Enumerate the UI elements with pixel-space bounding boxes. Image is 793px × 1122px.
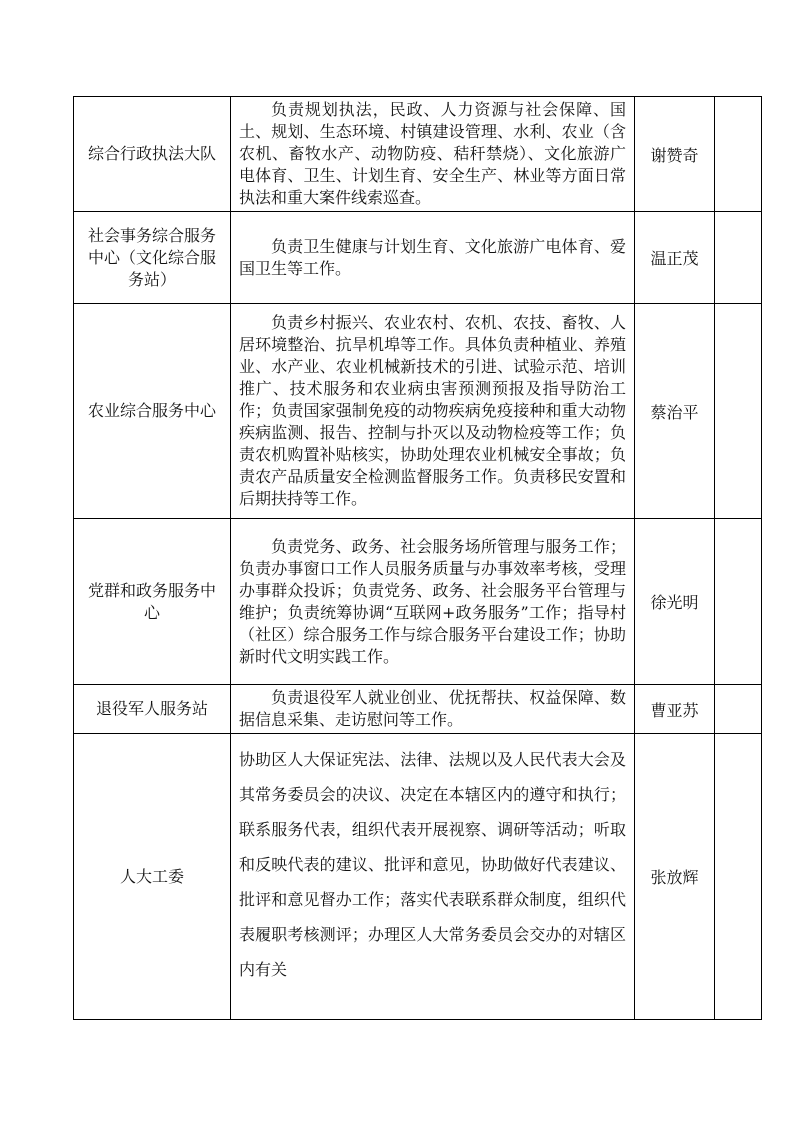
unit-name-cell: 党群和政务服务中心 — [74, 519, 231, 685]
person-cell: 蔡治平 — [635, 304, 715, 519]
unit-name-cell: 农业综合服务中心 — [74, 304, 231, 519]
table-row — [74, 685, 762, 734]
duties-cell — [231, 685, 635, 734]
person-cell: 谢赞奇 — [635, 97, 715, 212]
unit-name-cell: 综合行政执法大队 — [74, 97, 231, 212]
unit-name-cell: 人大工委 — [74, 734, 231, 1020]
empty-cell — [715, 212, 762, 304]
duties-cell — [231, 734, 635, 1020]
duties-text: 负责退役军人就业创业、优抚帮扶、权益保障、数据信息采集、走访慰问等工作。 — [239, 688, 626, 729]
duties-text: 负责规划执法，民政、人力资源与社会保障、国土、规划、生态环境、村镇建设管理、水利、农业（含农机、畜牧水产、动物防疫、秸秆禁烧）、文化旅游广电体育、卫生、计划生育、安全生产、林业等方面日常执法和重大案件线索巡查。 — [239, 100, 626, 207]
person-cell: 曹亚苏 — [635, 685, 715, 734]
duties-cell — [231, 97, 635, 212]
table-row — [74, 97, 762, 212]
empty-cell — [715, 97, 762, 212]
empty-cell — [715, 734, 762, 1020]
duties-text: 负责乡村振兴、农业农村、农机、农技、畜牧、人居环境整治、抗旱机埠等工作。具体负责种植业、养殖业、水产业、农业机械新技术的引进、试验示范、培训推广、技术服务和农业病虫害预测预报及指导防治工作；负责国家强制免疫的动物疾病免疫接种和重大动物疾病监测、报告、控制与扑灭以及动物检疫等工作；负责农机购置补贴核实，协助处理农业机械安全事故；负责农产品质量安全检测监督服务工作。负责移民安置和后期扶持等工作。 — [239, 313, 626, 508]
duties-cell — [231, 519, 635, 685]
table-row — [74, 212, 762, 304]
person-cell: 徐光明 — [635, 519, 715, 685]
duties-text: 负责党务、政务、社会服务场所管理与服务工作；负责办事窗口工作人员服务质量与办事效率考核，受理办事群众投诉；负责党务、政务、社会服务平台管理与维护；负责统筹协调“互联网+政务服务”工作；指导村（社区）综合服务工作与综合服务平台建设工作；协助新时代文明实践工作。 — [239, 536, 626, 666]
duties-text: 负责卫生健康与计划生育、文化旅游广电体育、爱国卫生等工作。 — [239, 236, 626, 278]
unit-name-cell: 社会事务综合服务中心（文化综合服务站） — [74, 212, 231, 304]
duties-text: 协助区人大保证宪法、法律、法规以及人民代表大会及其常务委员会的决议、决定在本辖区内的遵守和执行；联系服务代表，组织代表开展视察、调研等活动；听取和反映代表的建议、批评和意见，协助做好代表建议、批评和意见督办工作；落实代表联系群众制度，组织代表履职考核测评；办理区人大常务委员会交办的对辖区内有关 — [239, 750, 626, 979]
person-cell: 张放辉 — [635, 734, 715, 1020]
person-cell: 温正茂 — [635, 212, 715, 304]
empty-cell — [715, 519, 762, 685]
duties-cell — [231, 212, 635, 304]
empty-cell — [715, 685, 762, 734]
table-row — [74, 734, 762, 1020]
table-row — [74, 519, 762, 685]
table-row — [74, 304, 762, 519]
duties-cell — [231, 304, 635, 519]
empty-cell — [715, 304, 762, 519]
unit-name-cell: 退役军人服务站 — [74, 685, 231, 734]
duty-table — [73, 96, 762, 1020]
